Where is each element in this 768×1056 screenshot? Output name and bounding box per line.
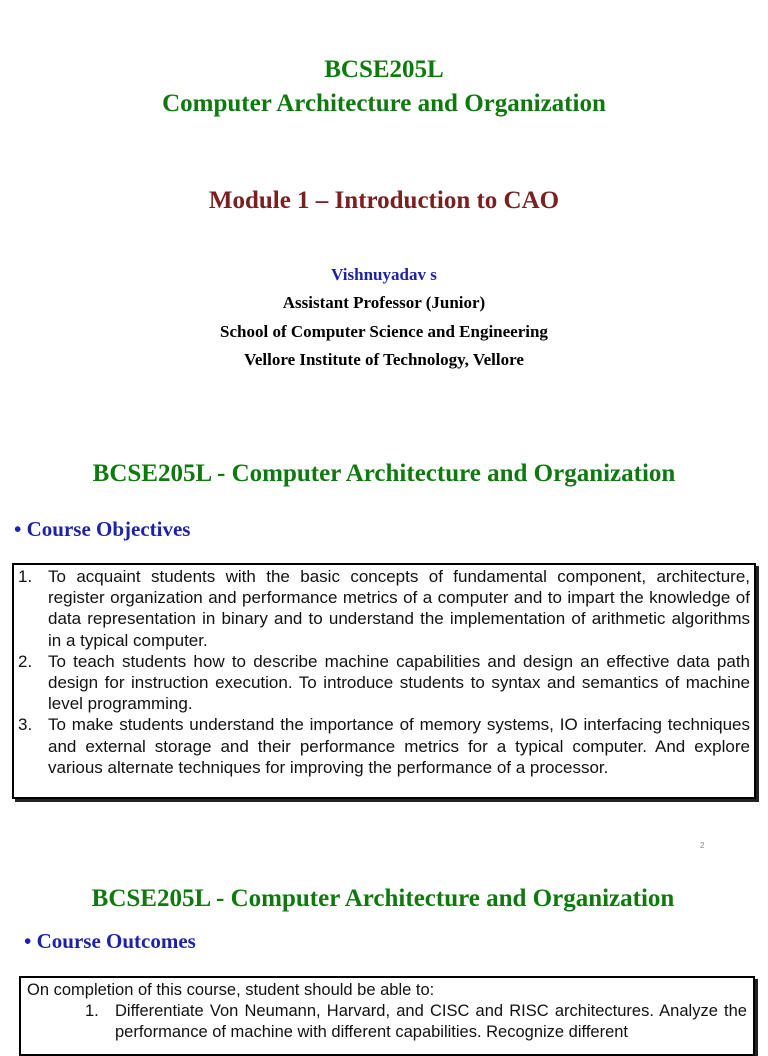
module-title: Module 1 – Introduction to CAO <box>208 187 560 214</box>
objective-text: To make students understand the importance of memory systems, IO interfacing techniques and external storage and their performance metrics for a typical computer. And explore various alternate techniques for improving the performance of a processor. <box>48 715 750 777</box>
objectives-box <box>12 563 756 799</box>
page-number: 2 <box>700 841 705 850</box>
author-school: School of Computer Science and Engineering <box>220 322 548 341</box>
objective-number: 3. <box>18 715 33 735</box>
objective-number: 1. <box>18 567 33 586</box>
author-name: Vishnuyadav s <box>331 265 437 284</box>
course-outcomes-label: • Course Outcomes <box>24 929 196 953</box>
outcome-number: 1. <box>85 1002 99 1020</box>
author-role: Assistant Professor (Junior) <box>282 293 486 312</box>
outcome-item <box>85 1001 747 1043</box>
objective-number: 2. <box>18 651 33 671</box>
outcomes-box <box>19 976 755 1056</box>
objective-text: To teach students how to describe machine capabilities and design an effective data path design for instruction execution. To introduce students to syntax and semantics of machine level programming. <box>48 651 750 714</box>
objective-item <box>18 651 750 715</box>
course-title: Computer Architecture and Organization <box>162 90 606 117</box>
course-code: BCSE205L <box>324 56 444 83</box>
author-institute: Vellore Institute of Technology, Vellore <box>244 350 524 369</box>
objective-item <box>18 714 750 778</box>
outcome-text: Differentiate Von Neumann, Harvard, and CISC and RISC architectures. Analyze the performance of machine with different capabilities. Recognize different <box>115 1002 747 1041</box>
objective-item <box>18 566 750 651</box>
outcomes-intro: On completion of this course, student should be able to: <box>27 981 435 999</box>
objective-text: To acquaint students with the basic concepts of fundamental component, architecture, register organization and performance metrics of a computer and to impart the knowledge of data representation in binary and to understand the implementation of arithmetic algorithms in a typical computer. <box>48 567 750 650</box>
course-objectives-label: • Course Objectives <box>14 517 191 541</box>
slide3-heading: BCSE205L - Computer Architecture and Organization <box>91 885 675 912</box>
slide2-heading: BCSE205L - Computer Architecture and Organization <box>92 460 676 487</box>
